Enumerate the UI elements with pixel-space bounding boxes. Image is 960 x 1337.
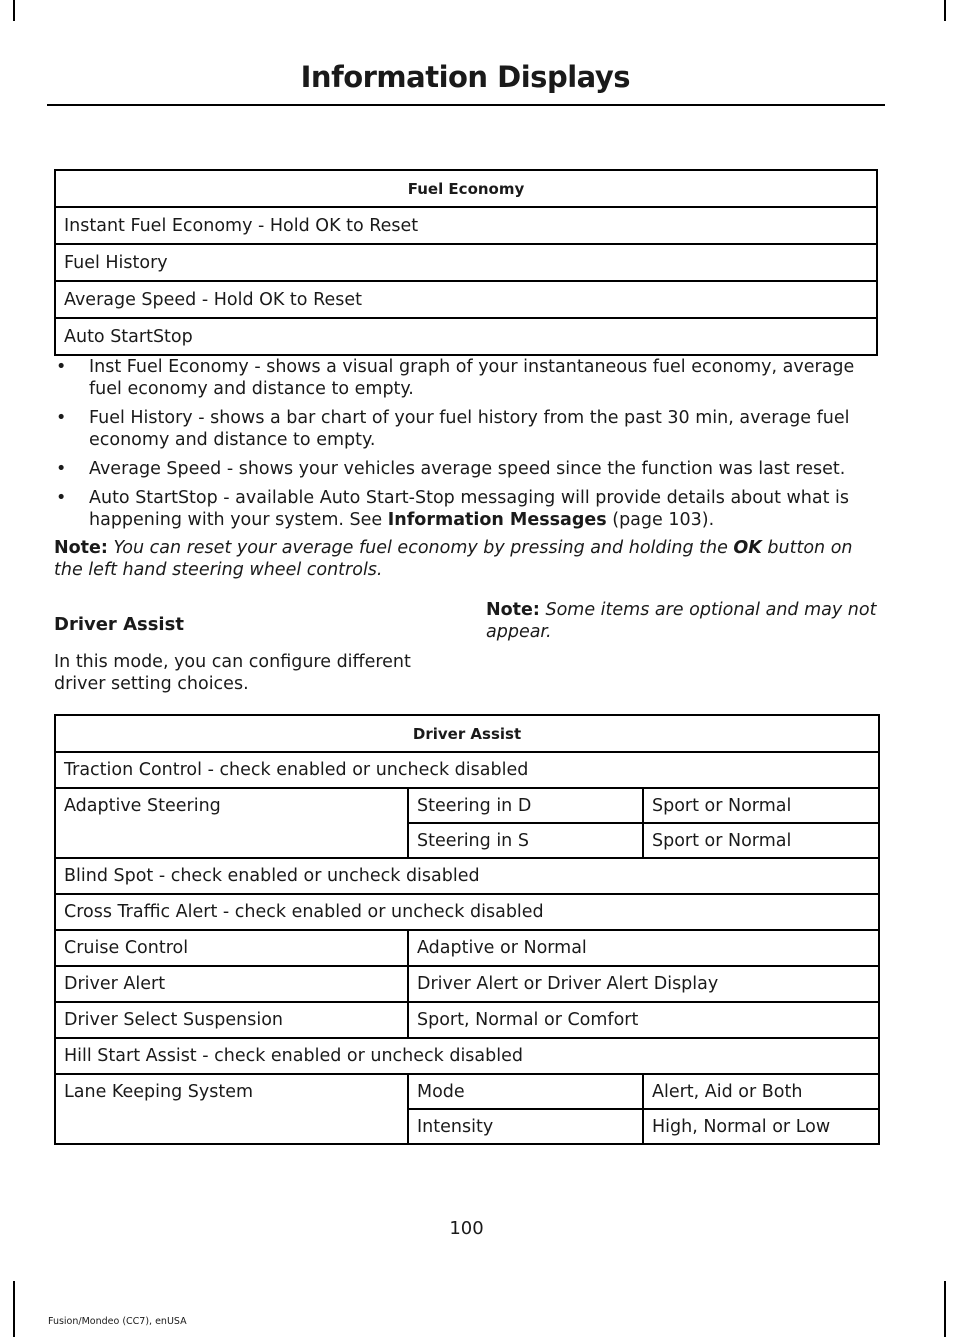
table-cell: Cruise Control: [55, 930, 408, 966]
bullet-marker: •: [56, 488, 67, 508]
footer-edition: Fusion/Mondeo (CC7), enUSA: [48, 1316, 187, 1327]
fuel-table-row: Auto StartStop: [55, 318, 877, 355]
table-row: Cross Traffic Alert - check enabled or uncheck disabled: [55, 894, 879, 930]
bullet-marker: •: [56, 459, 67, 479]
list-item: [54, 407, 880, 451]
bullet-marker: •: [56, 408, 67, 428]
reset-note: [54, 537, 884, 581]
table-cell: Driver Select Suspension: [55, 1002, 408, 1038]
information-messages-link[interactable]: Information Messages: [387, 510, 607, 530]
feature-bullet-list: [54, 356, 880, 538]
table-row: Traction Control - check enabled or uncheck disabled: [55, 752, 879, 788]
table-cell: Sport or Normal: [643, 823, 879, 858]
fuel-table-row: Average Speed - Hold OK to Reset: [55, 281, 877, 318]
optional-items-note: [486, 599, 886, 643]
table-cell: Sport, Normal or Comfort: [408, 1002, 879, 1038]
table-cell: Driver Alert or Driver Alert Display: [408, 966, 879, 1002]
note-text: Some items are optional and may not appear.: [486, 600, 877, 642]
table-cell: Adaptive Steering: [55, 788, 408, 823]
table-cell: Sport or Normal: [643, 788, 879, 823]
crop-mark-bottom-left: [13, 1281, 15, 1337]
bullet-marker: •: [56, 357, 67, 377]
table-cell-empty: [55, 1109, 408, 1144]
fuel-economy-table: [54, 169, 878, 356]
table-cell: Intensity: [408, 1109, 643, 1144]
bullet-text: Fuel History - shows a bar chart of your fuel history from the past 30 min, average fuel economy and distance to empty.: [89, 408, 850, 450]
note-label: Note:: [486, 600, 540, 620]
crop-mark-top-left: [13, 0, 15, 21]
table-cell: Steering in D: [408, 788, 643, 823]
list-item: [54, 356, 880, 400]
bullet-text: Auto StartStop - available Auto Start-Stop messaging will provide details about what is happening with your system. See: [89, 488, 850, 530]
crop-mark-top-right: [944, 0, 946, 21]
table-cell: Mode: [408, 1074, 643, 1109]
table-cell: Lane Keeping System: [55, 1074, 408, 1109]
bullet-text: Average Speed - shows your vehicles average speed since the function was last reset.: [89, 459, 846, 479]
fuel-table-row: Fuel History: [55, 244, 877, 281]
ok-button-reference: OK: [733, 538, 762, 558]
list-item: [54, 458, 880, 480]
crop-mark-bottom-right: [944, 1281, 946, 1337]
table-cell: Adaptive or Normal: [408, 930, 879, 966]
page-number: 100: [449, 1218, 484, 1239]
table-row: Blind Spot - check enabled or uncheck disabled: [55, 858, 879, 894]
fuel-table-row: Instant Fuel Economy - Hold OK to Reset: [55, 207, 877, 244]
table-cell: Driver Alert: [55, 966, 408, 1002]
section-paragraph: In this mode, you can configure different driver setting choices.: [54, 652, 411, 694]
note-label: Note:: [54, 538, 108, 558]
section-heading: Driver Assist: [54, 614, 184, 635]
header-divider: [47, 104, 885, 106]
note-text: button on the left hand steering wheel controls.: [54, 538, 853, 580]
page-reference: (page 103).: [606, 510, 715, 530]
page-title: Information Displays: [300, 60, 630, 94]
table-cell: Steering in S: [408, 823, 643, 858]
table-cell: Alert, Aid or Both: [643, 1074, 879, 1109]
table-cell-empty: [55, 823, 408, 858]
driver-assist-table: [54, 714, 880, 1145]
bullet-text: Inst Fuel Economy - shows a visual graph of your instantaneous fuel economy, average fuel economy and distance to empty.: [89, 357, 855, 399]
fuel-table-title: Fuel Economy: [55, 170, 877, 207]
table-cell: High, Normal or Low: [643, 1109, 879, 1144]
note-text: You can reset your average fuel economy by pressing and holding the: [107, 538, 734, 558]
assist-table-title: Driver Assist: [55, 715, 879, 752]
list-item: [54, 487, 880, 531]
table-row: Hill Start Assist - check enabled or uncheck disabled: [55, 1038, 879, 1074]
